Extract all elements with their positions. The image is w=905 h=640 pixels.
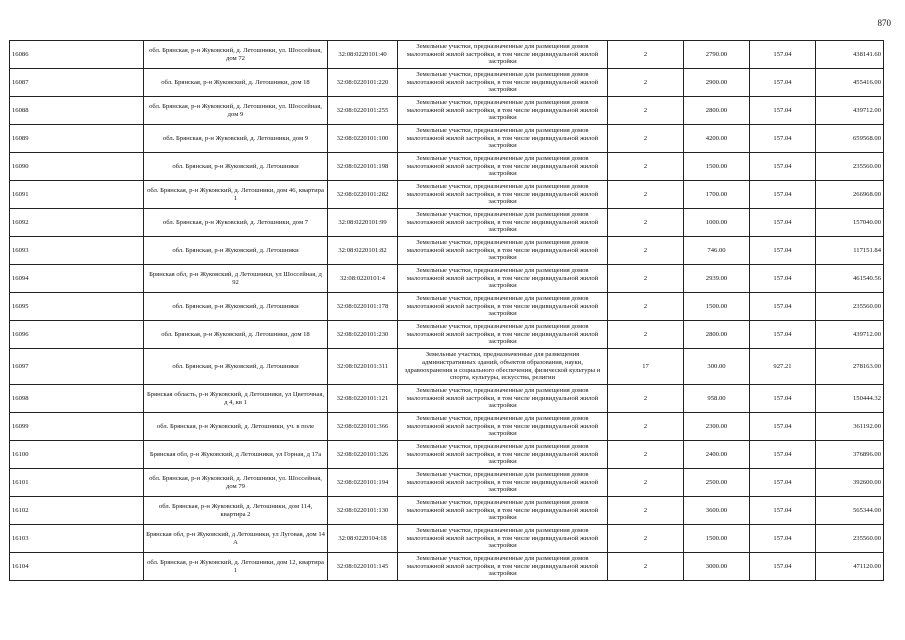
table-row [10, 441, 884, 469]
specific-value-cell: 157.04 [750, 181, 816, 209]
specific-value-cell: 157.04 [750, 97, 816, 125]
address-cell: обл. Брянская, р-н Жуковский, д. Летошники, дом 18 [144, 321, 328, 349]
specific-value-cell: 157.04 [750, 441, 816, 469]
use-group-cell: 2 [608, 385, 684, 413]
cadastral-value-cell: 361192.00 [816, 413, 884, 441]
record-number: 16093 [10, 237, 144, 265]
cadastral-number-cell: 32:08:0220101:366 [328, 413, 398, 441]
record-number: 16102 [10, 497, 144, 525]
area-cell: 1000.00 [684, 209, 750, 237]
area-cell: 2939.00 [684, 265, 750, 293]
use-group-cell: 2 [608, 265, 684, 293]
cadastral-number-cell: 32:08:0220101:40 [328, 41, 398, 69]
table-row [10, 265, 884, 293]
permitted-use-cell: Земельные участки, предназначенные для размещения домов малоэтажной жилой застройки, в том числе индивидуальной жилой застройки [398, 209, 608, 237]
cadastral-value-cell: 438141.60 [816, 41, 884, 69]
table-row [10, 69, 884, 97]
address-cell: обл. Брянская, р-н Жуковский, д. Летошники, ул. Шоссейная, дом 9 [144, 97, 328, 125]
specific-value-cell: 157.04 [750, 237, 816, 265]
cadastral-value-cell: 150444.32 [816, 385, 884, 413]
specific-value-cell: 157.04 [750, 497, 816, 525]
table-row [10, 385, 884, 413]
address-cell: обл. Брянская, р-н Жуковский, д. Летошники, ул. Шоссейная, дом 72 [144, 41, 328, 69]
cadastral-number-cell: 32:08:0220101:255 [328, 97, 398, 125]
table-row [10, 525, 884, 553]
table-row [10, 469, 884, 497]
cadastral-number-cell: 32:08:0220101:220 [328, 69, 398, 97]
address-cell: обл. Брянская, р-н Жуковский, д. Летошники [144, 293, 328, 321]
cadastral-number-cell: 32:08:0220101:194 [328, 469, 398, 497]
permitted-use-cell: Земельные участки, предназначенные для размещения административных зданий, объектов образования, науки, здравоохранения и социального обеспечения, физической культуры и спорта, культуры, искусства, религии [398, 349, 608, 385]
use-group-cell: 2 [608, 41, 684, 69]
cadastral-value-cell: 455416.00 [816, 69, 884, 97]
area-cell: 2800.00 [684, 97, 750, 125]
area-cell: 2800.00 [684, 321, 750, 349]
address-cell: обл. Брянская, р-н Жуковский, д. Летошники [144, 237, 328, 265]
specific-value-cell: 157.04 [750, 469, 816, 497]
page-number: 870 [877, 18, 891, 28]
area-cell: 300.00 [684, 349, 750, 385]
address-cell: обл. Брянская, р-н Жуковский, д. Летошники, дом 46, квартира 1 [144, 181, 328, 209]
record-number: 16090 [10, 153, 144, 181]
specific-value-cell: 157.04 [750, 41, 816, 69]
use-group-cell: 2 [608, 413, 684, 441]
specific-value-cell: 157.04 [750, 209, 816, 237]
use-group-cell: 2 [608, 237, 684, 265]
address-cell: обл. Брянская, р-н Жуковский, д. Летошники [144, 153, 328, 181]
permitted-use-cell: Земельные участки, предназначенные для размещения домов малоэтажной жилой застройки, в том числе индивидуальной жилой застройки [398, 497, 608, 525]
address-cell: Брянская обл, р-н Жуковский, д Летошники, ул Шоссейная, д 92 [144, 265, 328, 293]
use-group-cell: 2 [608, 293, 684, 321]
table-row [10, 553, 884, 581]
permitted-use-cell: Земельные участки, предназначенные для размещения домов малоэтажной жилой застройки, в том числе индивидуальной жилой застройки [398, 181, 608, 209]
address-cell: обл. Брянская, р-н Жуковский, д. Летошники, дом 7 [144, 209, 328, 237]
cadastral-number-cell: 32:08:0220101:326 [328, 441, 398, 469]
specific-value-cell: 157.04 [750, 293, 816, 321]
area-cell: 1700.00 [684, 181, 750, 209]
permitted-use-cell: Земельные участки, предназначенные для размещения домов малоэтажной жилой застройки, в том числе индивидуальной жилой застройки [398, 69, 608, 97]
record-number: 16087 [10, 69, 144, 97]
area-cell: 3000.00 [684, 553, 750, 581]
cadastral-value-table [9, 40, 884, 581]
area-cell: 2790.00 [684, 41, 750, 69]
specific-value-cell: 927.21 [750, 349, 816, 385]
use-group-cell: 2 [608, 525, 684, 553]
address-cell: обл. Брянская, р-н Жуковский, д. Летошники, ул. Шоссейная, дом 79 [144, 469, 328, 497]
record-number: 16099 [10, 413, 144, 441]
area-cell: 2900.00 [684, 69, 750, 97]
cadastral-value-cell: 565344.00 [816, 497, 884, 525]
record-number: 16101 [10, 469, 144, 497]
cadastral-number-cell: 32:08:0220101:145 [328, 553, 398, 581]
table-row [10, 293, 884, 321]
cadastral-number-cell: 32:08:0220101:230 [328, 321, 398, 349]
permitted-use-cell: Земельные участки, предназначенные для размещения домов малоэтажной жилой застройки, в том числе индивидуальной жилой застройки [398, 525, 608, 553]
record-number: 16086 [10, 41, 144, 69]
specific-value-cell: 157.04 [750, 553, 816, 581]
permitted-use-cell: Земельные участки, предназначенные для размещения домов малоэтажной жилой застройки, в том числе индивидуальной жилой застройки [398, 293, 608, 321]
area-cell: 4200.00 [684, 125, 750, 153]
record-number: 16103 [10, 525, 144, 553]
record-number: 16100 [10, 441, 144, 469]
record-number: 16088 [10, 97, 144, 125]
use-group-cell: 2 [608, 181, 684, 209]
use-group-cell: 2 [608, 69, 684, 97]
area-cell: 3600.00 [684, 497, 750, 525]
table-row [10, 237, 884, 265]
specific-value-cell: 157.04 [750, 321, 816, 349]
permitted-use-cell: Земельные участки, предназначенные для размещения домов малоэтажной жилой застройки, в том числе индивидуальной жилой застройки [398, 441, 608, 469]
table-row [10, 321, 884, 349]
table-row [10, 209, 884, 237]
cadastral-number-cell: 32:08:0220101:178 [328, 293, 398, 321]
cadastral-number-cell: 32:08:0220101:100 [328, 125, 398, 153]
permitted-use-cell: Земельные участки, предназначенные для размещения домов малоэтажной жилой застройки, в том числе индивидуальной жилой застройки [398, 237, 608, 265]
specific-value-cell: 157.04 [750, 265, 816, 293]
table-row [10, 181, 884, 209]
cadastral-value-cell: 659568.00 [816, 125, 884, 153]
area-cell: 958.00 [684, 385, 750, 413]
cadastral-value-cell: 117151.84 [816, 237, 884, 265]
address-cell: обл. Брянская, р-н Жуковский, д. Летошники, дом 9 [144, 125, 328, 153]
use-group-cell: 2 [608, 125, 684, 153]
permitted-use-cell: Земельные участки, предназначенные для размещения домов малоэтажной жилой застройки, в том числе индивидуальной жилой застройки [398, 469, 608, 497]
cadastral-value-cell: 157040.00 [816, 209, 884, 237]
permitted-use-cell: Земельные участки, предназначенные для размещения домов малоэтажной жилой застройки, в том числе индивидуальной жилой застройки [398, 265, 608, 293]
use-group-cell: 2 [608, 209, 684, 237]
specific-value-cell: 157.04 [750, 153, 816, 181]
record-number: 16089 [10, 125, 144, 153]
specific-value-cell: 157.04 [750, 69, 816, 97]
cadastral-number-cell: 32:08:0220101:99 [328, 209, 398, 237]
table-row [10, 497, 884, 525]
address-cell: Брянская область, р-н Жуковский, д Летошники, ул Цветочная, д 4, кв 1 [144, 385, 328, 413]
record-number: 16096 [10, 321, 144, 349]
area-cell: 2500.00 [684, 469, 750, 497]
use-group-cell: 2 [608, 321, 684, 349]
specific-value-cell: 157.04 [750, 525, 816, 553]
use-group-cell: 2 [608, 497, 684, 525]
permitted-use-cell: Земельные участки, предназначенные для размещения домов малоэтажной жилой застройки, в том числе индивидуальной жилой застройки [398, 41, 608, 69]
permitted-use-cell: Земельные участки, предназначенные для размещения домов малоэтажной жилой застройки, в том числе индивидуальной жилой застройки [398, 125, 608, 153]
record-number: 16097 [10, 349, 144, 385]
cadastral-value-cell: 266968.00 [816, 181, 884, 209]
record-number: 16104 [10, 553, 144, 581]
cadastral-value-cell: 235560.00 [816, 525, 884, 553]
area-cell: 1500.00 [684, 293, 750, 321]
table-row [10, 349, 884, 385]
cadastral-number-cell: 32:08:0220104:18 [328, 525, 398, 553]
table-row [10, 125, 884, 153]
cadastral-number-cell: 32:08:0220101:282 [328, 181, 398, 209]
cadastral-number-cell: 32:08:0220101:82 [328, 237, 398, 265]
address-cell: Брянская обл, р-н Жуковский, д Летошники, ул Луговая, дом 14 А [144, 525, 328, 553]
permitted-use-cell: Земельные участки, предназначенные для размещения домов малоэтажной жилой застройки, в том числе индивидуальной жилой застройки [398, 385, 608, 413]
use-group-cell: 2 [608, 553, 684, 581]
cadastral-value-cell: 278163.00 [816, 349, 884, 385]
cadastral-value-cell: 461540.56 [816, 265, 884, 293]
use-group-cell: 2 [608, 153, 684, 181]
area-cell: 2300.00 [684, 413, 750, 441]
cadastral-value-cell: 392600.00 [816, 469, 884, 497]
permitted-use-cell: Земельные участки, предназначенные для размещения домов малоэтажной жилой застройки, в том числе индивидуальной жилой застройки [398, 553, 608, 581]
cadastral-number-cell: 32:08:0220101:121 [328, 385, 398, 413]
cadastral-number-cell: 32:08:0220101:4 [328, 265, 398, 293]
record-number: 16095 [10, 293, 144, 321]
table-body [10, 41, 884, 581]
address-cell: обл. Брянская, р-н Жуковский, д. Летошники, дом 12, квартира 1 [144, 553, 328, 581]
cadastral-value-cell: 235560.00 [816, 153, 884, 181]
cadastral-value-cell: 471120.00 [816, 553, 884, 581]
use-group-cell: 17 [608, 349, 684, 385]
permitted-use-cell: Земельные участки, предназначенные для размещения домов малоэтажной жилой застройки, в том числе индивидуальной жилой застройки [398, 97, 608, 125]
record-number: 16098 [10, 385, 144, 413]
record-number: 16091 [10, 181, 144, 209]
table-row [10, 97, 884, 125]
permitted-use-cell: Земельные участки, предназначенные для размещения домов малоэтажной жилой застройки, в том числе индивидуальной жилой застройки [398, 321, 608, 349]
permitted-use-cell: Земельные участки, предназначенные для размещения домов малоэтажной жилой застройки, в том числе индивидуальной жилой застройки [398, 153, 608, 181]
specific-value-cell: 157.04 [750, 125, 816, 153]
cadastral-number-cell: 32:08:0220101:198 [328, 153, 398, 181]
table-row [10, 413, 884, 441]
cadastral-number-cell: 32:08:0220101:311 [328, 349, 398, 385]
specific-value-cell: 157.04 [750, 385, 816, 413]
cadastral-value-cell: 376896.00 [816, 441, 884, 469]
address-cell: Брянская обл, р-н Жуковский, д Летошники, ул Горная, д 17а [144, 441, 328, 469]
table-row [10, 41, 884, 69]
address-cell: обл. Брянская, р-н Жуковский, д. Летошники, уч. в поле [144, 413, 328, 441]
area-cell: 746.00 [684, 237, 750, 265]
area-cell: 2400.00 [684, 441, 750, 469]
table-row [10, 153, 884, 181]
area-cell: 1500.00 [684, 525, 750, 553]
cadastral-value-cell: 235560.00 [816, 293, 884, 321]
address-cell: обл. Брянская, р-н Жуковский, д. Летошники [144, 349, 328, 385]
cadastral-value-cell: 439712.00 [816, 321, 884, 349]
specific-value-cell: 157.04 [750, 413, 816, 441]
use-group-cell: 2 [608, 97, 684, 125]
area-cell: 1500.00 [684, 153, 750, 181]
use-group-cell: 2 [608, 469, 684, 497]
permitted-use-cell: Земельные участки, предназначенные для размещения домов малоэтажной жилой застройки, в том числе индивидуальной жилой застройки [398, 413, 608, 441]
record-number: 16094 [10, 265, 144, 293]
cadastral-number-cell: 32:08:0220101:130 [328, 497, 398, 525]
record-number: 16092 [10, 209, 144, 237]
address-cell: обл. Брянская, р-н Жуковский, д. Летошники, дом 18 [144, 69, 328, 97]
use-group-cell: 2 [608, 441, 684, 469]
cadastral-value-cell: 439712.00 [816, 97, 884, 125]
address-cell: обл. Брянская, р-н Жуковский, д. Летошники, дом 114, квартира 2 [144, 497, 328, 525]
